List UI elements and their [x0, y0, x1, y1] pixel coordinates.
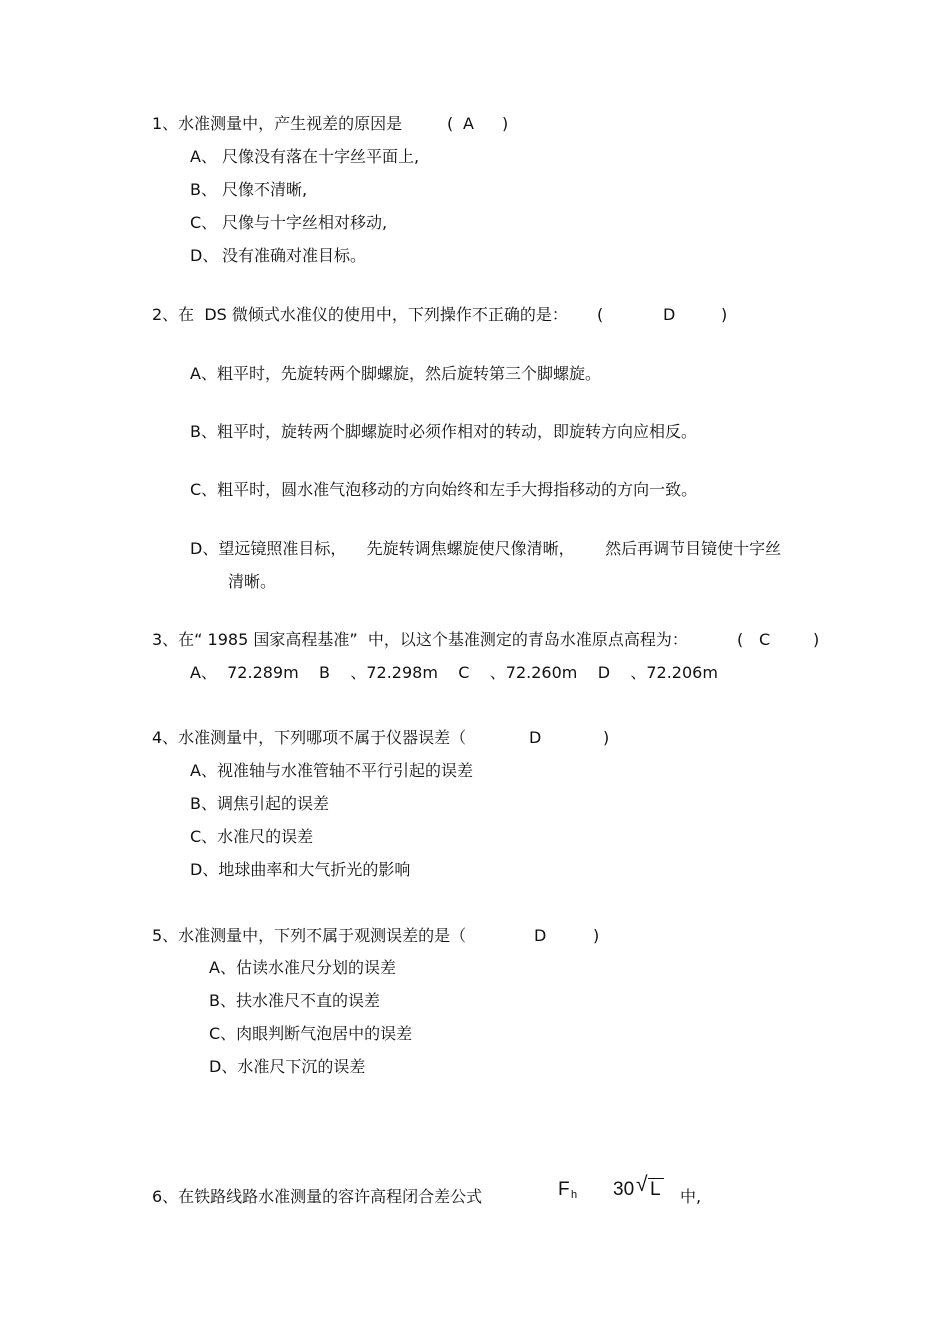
option-text: B、扶水准尺不直的误差: [209, 991, 380, 1010]
question-stem-tail: 中,: [680, 1187, 702, 1206]
option-text: D、水准尺下沉的误差: [209, 1057, 366, 1076]
option-text: C、水准尺的误差: [190, 827, 314, 846]
answer-paren-close: ): [502, 114, 509, 133]
answer-letter: C: [759, 630, 771, 649]
option-text: 尺像与十字丝相对移动,: [222, 213, 388, 232]
options-line: A、 72.289m B 、72.298m C 、72.260m D 、72.206m: [190, 663, 718, 682]
option-letter: C、: [190, 213, 218, 232]
radical-sign-icon: √: [636, 1173, 648, 1196]
answer-paren-open: (: [447, 114, 454, 133]
option-text: C、肉眼判断气泡居中的误差: [209, 1024, 413, 1043]
answer-paren-open: (: [597, 305, 604, 324]
answer-paren-close: ): [813, 630, 820, 649]
question-stem: 3、在“ 1985 国家高程基准” 中，以这个基准测定的青岛水准原点高程为：: [152, 630, 688, 649]
option-text: 尺像不清晰,: [222, 180, 308, 199]
question-stem: 5、水准测量中，下列不属于观测误差的是（: [152, 926, 467, 945]
question-stem: 2、在 DS 微倾式水准仪的使用中，下列操作不正确的是：: [152, 305, 568, 324]
answer-paren-close: ): [721, 305, 728, 324]
option-text: 尺像没有落在十字丝平面上,: [222, 147, 420, 166]
option-text: A、估读水准尺分划的误差: [209, 958, 396, 977]
question-stem: 1、水准测量中，产生视差的原因是: [152, 114, 403, 133]
answer-letter: A: [463, 114, 474, 133]
option-letter: B、: [190, 180, 217, 199]
answer-letter: D: [534, 926, 547, 945]
option-letter: A、: [190, 147, 217, 166]
option-text: D、望远镜照准目标， 先旋转调焦螺旋使尺像清晰， 然后再调节目镜使十字丝: [190, 539, 782, 558]
option-text: B、粗平时，旋转两个脚螺旋时必须作相对的转动，即旋转方向应相反。: [190, 422, 697, 441]
option-letter: D、: [190, 246, 219, 265]
answer-letter: D: [529, 728, 542, 747]
answer-letter: D: [663, 305, 676, 324]
option-text: A、粗平时，先旋转两个脚螺旋，然后旋转第三个脚螺旋。: [190, 364, 601, 383]
formula-subscript-h: h: [571, 1189, 578, 1201]
answer-paren-close: ): [593, 926, 600, 945]
option-text: C、粗平时，圆水准气泡移动的方向始终和左手大拇指移动的方向一致。: [190, 480, 698, 499]
answer-paren-open: (: [737, 630, 744, 649]
option-text: 没有准确对准目标。: [222, 246, 367, 265]
question-stem: 6、在铁路线路水准测量的容许高程闭合差公式: [152, 1187, 483, 1206]
option-text: A、视准轴与水准管轴不平行引起的误差: [190, 761, 473, 780]
option-text: B、调焦引起的误差: [190, 794, 329, 813]
option-text-continuation: 清晰。: [228, 572, 277, 591]
formula-variable-l: L: [650, 1179, 661, 1200]
option-text: D、地球曲率和大气折光的影响: [190, 860, 411, 879]
question-stem: 4、水准测量中，下列哪项不属于仪器误差（: [152, 728, 467, 747]
formula-coefficient: 30: [613, 1179, 635, 1200]
answer-paren-close: ): [603, 728, 610, 747]
formula-symbol-f: F: [558, 1179, 570, 1200]
